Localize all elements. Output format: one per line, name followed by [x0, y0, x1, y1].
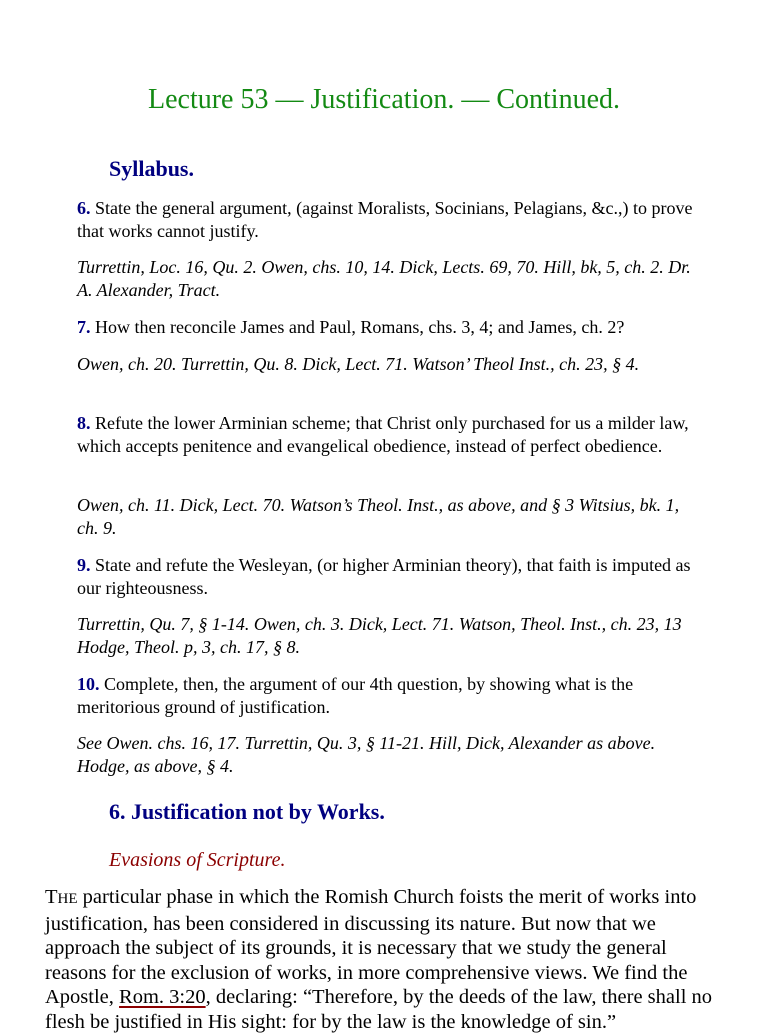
dropcap-smallcaps: HE [57, 891, 78, 907]
syllabus-item-6 [77, 197, 697, 243]
item-number: 8. [77, 413, 91, 433]
syllabus-refs-7: Owen, ch. 20. Turrettin, Qu. 8. Dick, Lect. 71. Watson’ Theol Inst., ch. 23, § 4. [77, 354, 640, 374]
scripture-link[interactable]: Rom. 3:20 [119, 986, 206, 1009]
item-number: 7. [77, 317, 91, 337]
item-question: State and refute the Wesleyan, (or higher Arminian theory), that faith is imputed as our righteousness. [77, 555, 691, 598]
body-text-before-link: particular phase in which the Romish Church foists the merit of works into justification, has been considered in discussing its nature. But now that we approach the subject of its grounds, it is necessary that we study the general reasons for the exclusion of works, in more comprehensive views. We find the Apostle, [45, 886, 697, 1009]
section-heading: 6. Justification not by Works. [109, 799, 385, 824]
item-number: 9. [77, 555, 91, 575]
item-question: Complete, then, the argument of our 4th question, by showing what is the meritorious ground of justification. [77, 674, 634, 717]
subheading: Evasions of Scripture. [109, 849, 286, 871]
body-text-after-link: , declaring: “Therefore, by the deeds of the law, there shall no flesh be justified in His sight: for by the law is the knowledge of sin.” [45, 986, 713, 1033]
syllabus-item-9 [77, 554, 697, 600]
syllabus-refs-10: See Owen. chs. 16, 17. Turrettin, Qu. 3, § 11-21. Hill, Dick, Alexander as above. Hodge, as above, § 4. [77, 733, 656, 776]
syllabus-item-7 [77, 316, 697, 339]
item-question: Refute the lower Arminian scheme; that Christ only purchased for us a milder law, which accepts penitence and evangelical obedience, instead of perfect obedience. [77, 413, 689, 456]
page-title: Lecture 53 — Justification. — Continued. [147, 84, 621, 115]
syllabus-item-8 [77, 412, 697, 458]
syllabus-refs-9: Turrettin, Qu. 7, § 1-14. Owen, ch. 3. Dick, Lect. 71. Watson, Theol. Inst., ch. 23, 13 Hodge, Theol. p, 3, ch. 17, § 8. [77, 614, 682, 657]
item-question: State the general argument, (against Moralists, Socinians, Pelagians, &c.,) to prove that works cannot justify. [77, 198, 693, 241]
dropcap-letter: T [45, 886, 58, 908]
syllabus-refs-8: Owen, ch. 11. Dick, Lect. 70. Watson’s Theol. Inst., as above, and § 3 Witsius, bk. 1, ch. 9. [77, 495, 680, 538]
syllabus-heading: Syllabus. [109, 156, 194, 181]
body-paragraph [45, 885, 730, 1035]
syllabus-item-10 [77, 673, 697, 719]
item-question: How then reconcile James and Paul, Romans, chs. 3, 4; and James, ch. 2? [95, 317, 625, 337]
item-number: 10. [77, 674, 100, 694]
item-number: 6. [77, 198, 91, 218]
syllabus-refs-6: Turrettin, Loc. 16, Qu. 2. Owen, chs. 10, 14. Dick, Lects. 69, 70. Hill, bk, 5, ch. 2. Dr. A. Alexander, Tract. [77, 257, 691, 300]
